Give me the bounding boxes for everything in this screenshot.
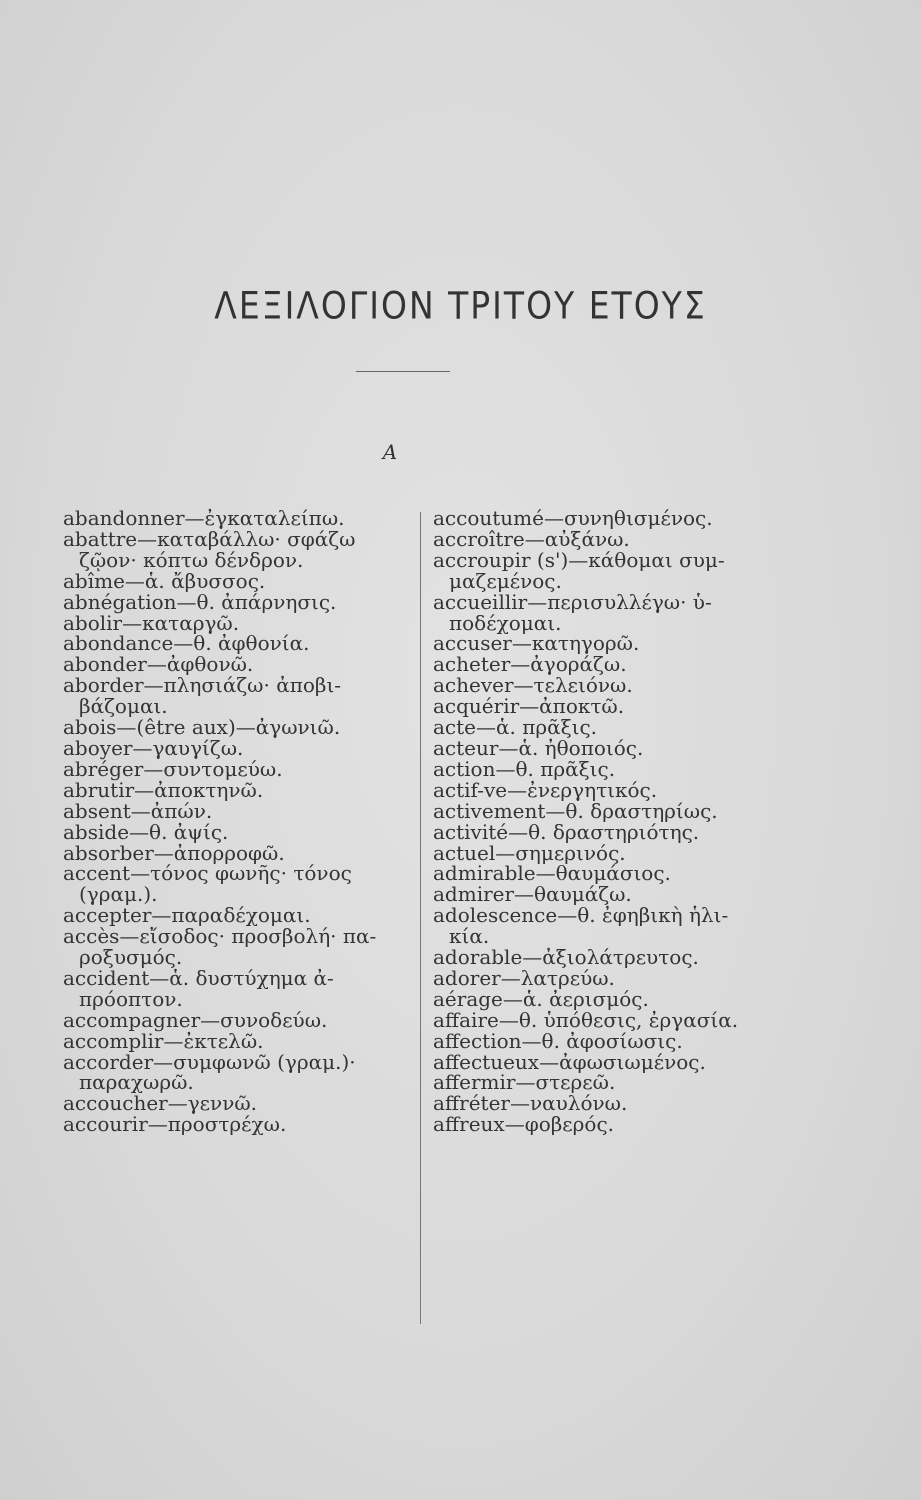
dictionary-entry bbox=[63, 589, 393, 614]
entry-text: accepter—παραδέχομαι. bbox=[63, 903, 311, 928]
entry-text: admirer—θαυμάζω. bbox=[433, 882, 632, 907]
entry-text: absent—ἀπών. bbox=[63, 798, 213, 823]
dictionary-entry bbox=[433, 777, 783, 802]
dictionary-entry bbox=[433, 1028, 783, 1053]
dictionary-entry bbox=[63, 610, 393, 635]
entry-text: accomplir—ἐκτελῶ. bbox=[63, 1028, 264, 1053]
entry-text: accoucher—γεννῶ. bbox=[63, 1091, 258, 1116]
title-rule bbox=[356, 371, 450, 372]
dictionary-entry bbox=[63, 1049, 393, 1095]
entry-continuation: πρόοπτον. bbox=[79, 986, 183, 1011]
entry-text: accompagner—συνοδεύω. bbox=[63, 1007, 328, 1032]
dictionary-entry bbox=[63, 863, 393, 905]
entry-text: aboyer—γαυγίζω. bbox=[63, 735, 244, 760]
entry-continuation: κία. bbox=[449, 924, 490, 949]
dictionary-entry bbox=[433, 884, 783, 905]
dictionary-entry bbox=[63, 568, 393, 593]
dictionary-entry bbox=[433, 819, 783, 844]
entry-text: accident—ἁ. δυστύχημα ἀ- bbox=[63, 965, 334, 990]
entry-text: abandonner—ἐγκαταλείπω. bbox=[63, 506, 345, 530]
column-divider bbox=[420, 512, 421, 1324]
entry-text: acquérir—ἀποκτῶ. bbox=[433, 694, 625, 719]
dictionary-entry bbox=[433, 654, 783, 675]
dictionary-entry bbox=[63, 633, 393, 654]
dictionary-entry bbox=[433, 508, 783, 529]
entry-text: accuser—κατηγορῶ. bbox=[433, 631, 640, 656]
dictionary-entry bbox=[63, 735, 393, 760]
dictionary-entry bbox=[63, 526, 393, 572]
entry-text: affermir—στερεῶ. bbox=[433, 1070, 616, 1095]
dictionary-entry bbox=[433, 1072, 783, 1093]
entry-text: acheter—ἀγοράζω. bbox=[433, 652, 627, 677]
entry-text: actif-ve—ἐνεργητικός. bbox=[433, 777, 658, 802]
entry-text: abois—(être aux)—ἀγωνιῶ. bbox=[63, 715, 341, 740]
entry-text: acteur—ἁ. ἠθοποιός. bbox=[433, 735, 644, 760]
dictionary-entry bbox=[63, 840, 393, 865]
entry-text: affaire—θ. ὑπόθεσις, ἐργασία. bbox=[433, 1007, 739, 1032]
dictionary-entry bbox=[433, 696, 783, 717]
entry-continuation: παραχωρῶ. bbox=[79, 1070, 194, 1095]
entry-continuation: ροξυσμός. bbox=[79, 945, 183, 970]
page-title: ΛΕΞΙΛΟΓΙΟΝ ΤΡΙΤΟΥ ΕΤΟΥΣ bbox=[214, 283, 707, 328]
dictionary-entry bbox=[63, 926, 393, 968]
dictionary-entry bbox=[433, 1114, 783, 1135]
dictionary-entry bbox=[63, 1114, 393, 1135]
dictionary-entry bbox=[433, 735, 783, 760]
dictionary-entry bbox=[433, 798, 783, 823]
entry-text: absorber—ἀπορροφῶ. bbox=[63, 840, 285, 865]
entry-text: abonder—ἀφθονῶ. bbox=[63, 652, 254, 677]
dictionary-entry bbox=[433, 1049, 783, 1074]
dictionary-entry bbox=[433, 526, 783, 551]
entry-continuation: βάζομαι. bbox=[79, 694, 168, 719]
dictionary-entry bbox=[63, 1007, 393, 1032]
entry-text: affection—θ. ἀφοσίωσις. bbox=[433, 1028, 683, 1053]
entry-text: adolescence—θ. ἐφηβικὴ ἡλι- bbox=[433, 903, 729, 928]
dictionary-entry bbox=[433, 675, 783, 696]
dictionary-entry bbox=[63, 654, 393, 675]
entry-text: affréter—ναυλόνω. bbox=[433, 1091, 628, 1116]
dictionary-entry bbox=[63, 675, 393, 717]
dictionary-entry bbox=[433, 905, 783, 947]
entry-text: accent—τόνος φωνῆς· τόνος bbox=[63, 861, 352, 886]
entry-text: actuel—σημερινός. bbox=[433, 840, 626, 865]
dictionary-entry bbox=[433, 589, 783, 635]
dictionary-entry bbox=[63, 905, 393, 926]
entry-text: accroupir (s')—κάθομαι συμ- bbox=[433, 547, 725, 572]
entry-text: abattre—καταβάλλω· σφάζω bbox=[63, 526, 356, 551]
right-column bbox=[433, 508, 783, 1135]
entry-continuation: ζῷον· κόπτω δένδρον. bbox=[79, 547, 304, 572]
dictionary-entry bbox=[63, 1093, 393, 1114]
dictionary-entry bbox=[433, 965, 783, 990]
entry-text: adorable—ἀξιολάτρευτος. bbox=[433, 945, 699, 970]
dictionary-entry bbox=[433, 986, 783, 1011]
dictionary-entry bbox=[433, 633, 783, 654]
dictionary-entry bbox=[63, 965, 393, 1011]
dictionary-entry bbox=[63, 798, 393, 823]
dictionary-entry bbox=[433, 717, 783, 738]
entry-continuation: ποδέχομαι. bbox=[449, 610, 562, 635]
dictionary-entry bbox=[63, 819, 393, 844]
dictionary-entry bbox=[433, 947, 783, 968]
entry-text: accourir—προστρέχω. bbox=[63, 1112, 287, 1137]
dictionary-entry bbox=[63, 717, 393, 738]
dictionary-entry bbox=[433, 1007, 783, 1032]
entry-text: affectueux—ἀφωσιωμένος. bbox=[433, 1049, 706, 1074]
entry-continuation: μαζεμένος. bbox=[449, 568, 562, 593]
entry-text: acte—ἁ. πρᾶξις. bbox=[433, 715, 598, 740]
entry-text: abréger—συντομεύω. bbox=[63, 756, 283, 781]
entry-text: accès—εἴσοδος· προσβολή· πα- bbox=[63, 924, 377, 949]
dictionary-entry bbox=[433, 547, 783, 593]
entry-text: admirable—θαυμάσιος. bbox=[433, 861, 671, 886]
entry-text: accueillir—περισυλλέγω· ὑ- bbox=[433, 589, 712, 614]
entry-text: abnégation—θ. ἀπάρνησις. bbox=[63, 589, 337, 614]
entry-text: abside—θ. ἀψίς. bbox=[63, 819, 229, 844]
left-column bbox=[63, 508, 393, 1135]
entry-text: activité—θ. δραστηριότης. bbox=[433, 819, 700, 844]
dictionary-entry bbox=[433, 1093, 783, 1114]
entry-text: affreux—φοβερός. bbox=[433, 1112, 615, 1137]
entry-text: action—θ. πρᾶξις. bbox=[433, 756, 616, 781]
entry-text: accorder—συμφωνῶ (γραμ.)· bbox=[63, 1049, 356, 1074]
entry-text: adorer—λατρεύω. bbox=[433, 965, 615, 990]
entry-text: aérage—ἁ. ἀερισμός. bbox=[433, 986, 649, 1011]
section-letter: A bbox=[382, 440, 398, 464]
entry-text: aborder—πλησιάζω· ἀποβι- bbox=[63, 673, 342, 698]
entry-text: abolir—καταργῶ. bbox=[63, 610, 240, 635]
dictionary-entry bbox=[63, 777, 393, 802]
dictionary-entry bbox=[433, 756, 783, 781]
entry-text: accoutumé—συνηθισμένος. bbox=[433, 506, 713, 530]
entry-text: accroître—αὐξάνω. bbox=[433, 526, 630, 551]
entry-text: abîme—ἁ. ἄβυσσος. bbox=[63, 568, 266, 593]
dictionary-entry bbox=[433, 863, 783, 884]
entry-text: activement—θ. δραστηρίως. bbox=[433, 798, 718, 823]
entry-text: achever—τελειόνω. bbox=[433, 673, 633, 698]
dictionary-entry bbox=[63, 756, 393, 781]
dictionary-entry bbox=[63, 1028, 393, 1053]
dictionary-entry bbox=[433, 840, 783, 865]
entry-continuation: (γραμ.). bbox=[79, 882, 158, 907]
dictionary-entry bbox=[63, 508, 393, 529]
entry-text: abrutir—ἀποκτηνῶ. bbox=[63, 777, 264, 802]
entry-text: abondance—θ. ἀφθονία. bbox=[63, 631, 310, 656]
